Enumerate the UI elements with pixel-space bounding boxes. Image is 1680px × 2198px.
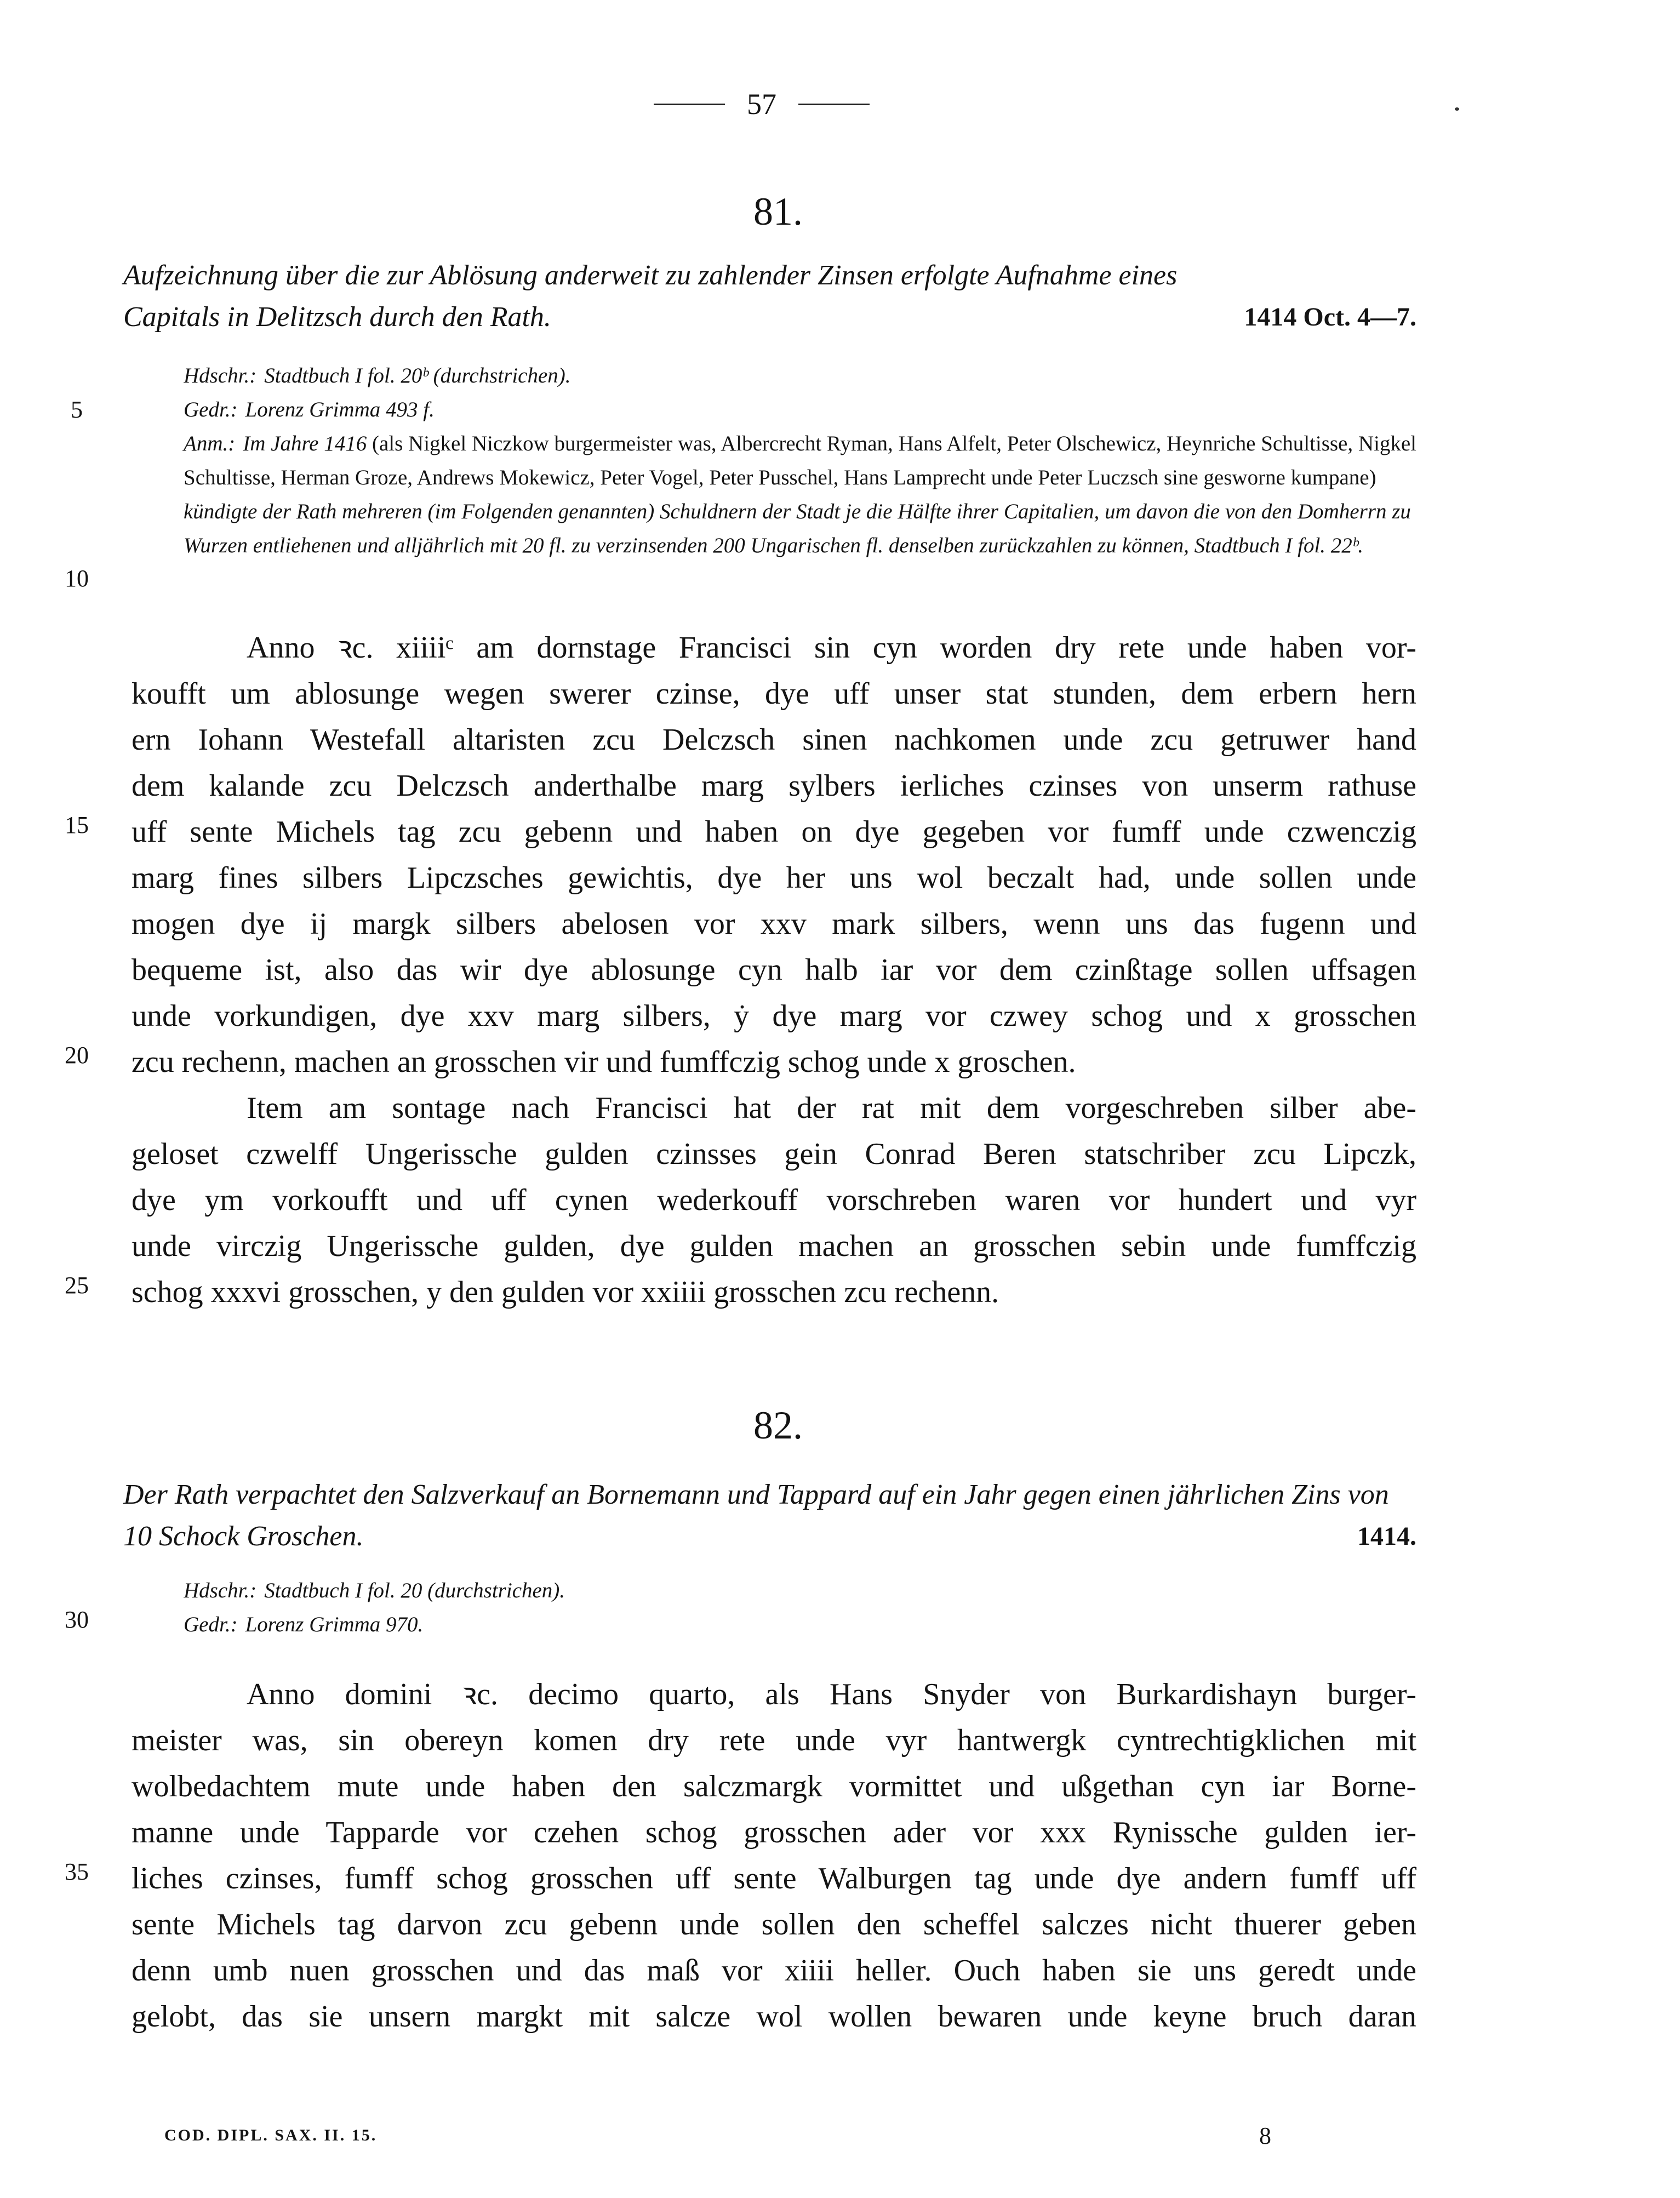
text-line: Anno ꝛc. xiiiiᶜ am dornstage Francisci sin cyn worden dry rete unde haben vor- bbox=[247, 631, 1416, 665]
print-speck bbox=[1455, 107, 1459, 111]
text-line: uff sente Michels tag zcu gebenn und haben on dye gegeben vor fumff unde czwenczig bbox=[132, 815, 1416, 849]
manuscript-line bbox=[184, 359, 1416, 393]
apparatus-81 bbox=[184, 359, 1416, 563]
right-rule bbox=[798, 104, 870, 105]
manuscript-label: Hdschr.: bbox=[184, 364, 257, 387]
line-number: 15 bbox=[65, 812, 89, 838]
regest-text: Aufzeichnung über die zur Ablösung anderweit zu zahlender Zinsen erfolgte Aufnahme eines Capitals in Delitzsch durch den Rath. bbox=[123, 260, 1178, 333]
text-line: marg fines silbers Lipczsches gewichtis, dye her uns wol beczalt had, unde sollen unde bbox=[132, 861, 1416, 895]
printed-value: Lorenz Grimma 493 f. bbox=[245, 398, 435, 421]
text-line: schog xxxvi grosschen, y den gulden vor xxiiii grosschen zcu rechenn. bbox=[132, 1275, 999, 1309]
text-line: denn umb nuen grosschen und das maß vor xiiii heller. Ouch haben sie uns geredt unde bbox=[132, 1954, 1416, 1988]
printed-line bbox=[184, 393, 1416, 427]
annotation bbox=[184, 427, 1416, 563]
printed-line bbox=[184, 1608, 1416, 1642]
line-number: 25 bbox=[65, 1272, 89, 1299]
document-number-81: 81. bbox=[753, 190, 803, 233]
document-text-82 bbox=[132, 1671, 1416, 2040]
annotation-rest: kündigte der Rath mehreren (im Folgenden genannten) Schuldnern der Stadt je die Hälfte ihrer Capitalien, um davon die von den Domherrn zu Wurzen entliehenen und alljährlich mit 20 fl. zu verzinsenden 200 Ungarischen fl. denselben zurückzahlen zu können, Stadtbuch I fol. 22ᵇ. bbox=[184, 500, 1411, 557]
regest-82 bbox=[123, 1474, 1416, 1557]
annotation-names: (als Nigkel Niczkow burgermeister was, Albercrecht Ryman, Hans Alfelt, Peter Olschewicz, Heynriche Schultisse, Nigkel Schultisse, Herman Groze, Andrews Mokewicz, Peter Vogel, Peter Pusschel, Hans Lamprecht unde Peter Luczsch sine gesworne kumpane) bbox=[184, 432, 1417, 489]
text-line: dem kalande zcu Delczsch anderthalbe marg sylbers ierliches czinses von unserm rathuse bbox=[132, 769, 1416, 803]
text-line: meister was, sin obereyn komen dry rete unde vyr hantwergk cyntrechtigklichen mit bbox=[132, 1723, 1416, 1757]
text-line: zcu rechenn, machen an grosschen vir und fumffczig schog unde x groschen. bbox=[132, 1045, 1076, 1079]
line-number: 5 bbox=[71, 396, 83, 423]
document-text-81 bbox=[132, 625, 1416, 1315]
document-number-82: 82. bbox=[753, 1403, 803, 1447]
apparatus-82 bbox=[184, 1574, 1416, 1642]
page-footer bbox=[164, 2122, 1271, 2159]
text-line: ern Iohann Westefall altaristen zcu Delczsch sinen nachkomen unde zcu getruwer hand bbox=[132, 723, 1416, 757]
running-head bbox=[619, 82, 904, 126]
regest-81 bbox=[123, 255, 1416, 338]
printed-label: Gedr.: bbox=[184, 1613, 238, 1636]
text-line: bequeme ist, also das wir dye ablosunge cyn halb iar vor dem czinßtage sollen uffsagen bbox=[132, 953, 1416, 987]
printed-value: Lorenz Grimma 970. bbox=[245, 1613, 424, 1636]
manuscript-value: Stadtbuch I fol. 20ᵇ (durchstrichen). bbox=[264, 364, 571, 387]
manuscript-line bbox=[184, 1574, 1416, 1608]
date: 1414 Oct. 4—7. bbox=[1244, 302, 1416, 332]
line-number: 20 bbox=[65, 1042, 89, 1069]
text-line: sente Michels tag darvon zcu gebenn unde sollen den scheffel salczes nicht thuerer geben bbox=[132, 1908, 1416, 1942]
text-line: manne unde Tapparde vor czehen schog grosschen ader vor xxx Rynissche gulden ier- bbox=[132, 1816, 1416, 1849]
left-rule bbox=[654, 104, 725, 105]
text-line: mogen dye ij margk silbers abelosen vor xxv mark silbers, wenn uns das fugenn und bbox=[132, 907, 1416, 941]
sheet-number: 8 bbox=[1259, 2122, 1271, 2149]
regest-text: Der Rath verpachtet den Salzverkauf an Bornemann und Tappard auf ein Jahr gegen einen jährlichen Zins von 10 Schock Groschen. bbox=[123, 1479, 1389, 1552]
text-line: geloset czwelff Ungerissche gulden czinsses gein Conrad Beren statschriber zcu Lipczk, bbox=[132, 1137, 1416, 1171]
text-line: Item am sontage nach Francisci hat der rat mit dem vorgeschreben silber abe- bbox=[247, 1091, 1416, 1125]
text-line: wolbedachtem mute unde haben den salczmargk vormittet und ußgethan cyn iar Borne- bbox=[132, 1769, 1416, 1803]
text-line: Anno domini ꝛc. decimo quarto, als Hans Snyder von Burkardishayn burger- bbox=[247, 1677, 1416, 1711]
text-line: koufft um ablosunge wegen swerer czinse, dye uff unser stat stunden, dem erbern hern bbox=[132, 677, 1416, 711]
annotation-intro: Im Jahre 1416 bbox=[243, 432, 367, 455]
annotation-label: Anm.: bbox=[184, 432, 236, 455]
text-line: unde virczig Ungerissche gulden, dye gulden machen an grosschen sebin unde fumffczig bbox=[132, 1229, 1416, 1263]
printed-label: Gedr.: bbox=[184, 398, 238, 421]
line-number: 10 bbox=[65, 565, 89, 592]
line-number: 30 bbox=[65, 1606, 89, 1633]
page-number: 57 bbox=[747, 88, 776, 121]
manuscript-value: Stadtbuch I fol. 20 (durchstrichen). bbox=[264, 1579, 565, 1602]
text-line: liches czinses, fumff schog grosschen uff sente Walburgen tag unde dye andern fumff uff bbox=[132, 1862, 1416, 1896]
text-line: gelobt, das sie unsern margkt mit salcze wol wollen bewaren unde keyne bruch daran bbox=[132, 2000, 1416, 2034]
line-number: 35 bbox=[65, 1858, 89, 1885]
manuscript-label: Hdschr.: bbox=[184, 1579, 257, 1602]
date: 1414. bbox=[1357, 1522, 1416, 1551]
signature-mark: COD. DIPL. SAX. II. 15. bbox=[164, 2126, 378, 2144]
text-line: unde vorkundigen, dye xxv marg silbers, ẏ dye marg vor czwey schog und x grosschen bbox=[132, 999, 1416, 1033]
text-line: dye ym vorkoufft und uff cynen wederkouff vorschreben waren vor hundert und vyr bbox=[132, 1183, 1416, 1217]
